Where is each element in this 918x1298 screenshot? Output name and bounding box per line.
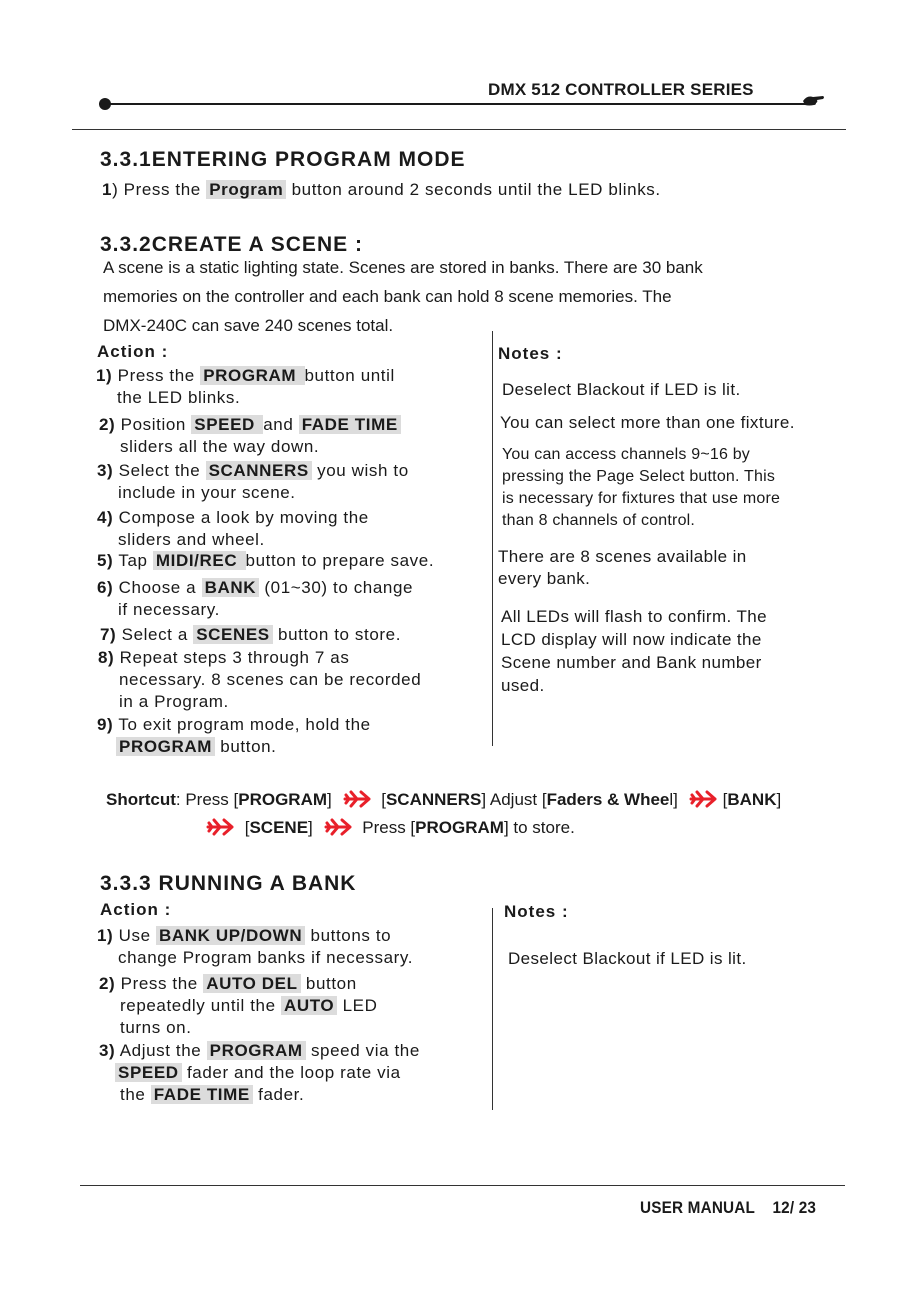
note-line: every bank. <box>498 569 591 588</box>
note-line: pressing the Page Select button. This <box>502 468 776 485</box>
red-arrow-icon <box>343 789 371 809</box>
step-text: Choose a <box>113 578 202 597</box>
action-label: Action : <box>100 900 172 919</box>
step-number: 2) <box>99 415 116 434</box>
bank-up-down-key: BANK UP/DOWN <box>156 926 305 945</box>
step-6 <box>97 577 413 621</box>
step-text: (01~30) to change <box>259 578 414 597</box>
step-text: fader. <box>252 1085 305 1104</box>
step-text: Select the <box>113 461 206 480</box>
red-arrow-icon <box>689 789 717 809</box>
step-text: To exit program mode, hold the <box>113 715 371 734</box>
shortcut-line-2 <box>200 814 575 841</box>
note-line: All LEDs will flash to confirm. The <box>501 607 767 626</box>
step-text: Position <box>115 415 192 434</box>
note-blackout: Deselect Blackout if LED is lit. <box>502 380 741 399</box>
step-text: change Program banks if necessary. <box>118 948 414 967</box>
step-text: Adjust the <box>115 1041 207 1060</box>
shortcut-key: Faders & Whee <box>546 790 670 809</box>
scanners-key: SCANNERS <box>206 461 312 480</box>
shortcut-key: BANK <box>727 790 777 809</box>
column-divider <box>492 331 493 746</box>
shortcut-key: PROGRAM <box>238 790 328 809</box>
step-text: Select a <box>116 625 194 644</box>
step-text: button to store. <box>272 625 402 644</box>
step-text: include in your scene. <box>118 483 296 502</box>
step-number: 1) <box>96 366 113 385</box>
step-text: the LED blinks. <box>117 388 241 407</box>
step-text: Repeat steps 3 through 7 as <box>114 648 350 667</box>
step-number: 7) <box>100 625 117 644</box>
bank-key: BANK <box>202 578 260 597</box>
shortcut-key: SCENE <box>249 818 309 837</box>
step-5 <box>97 550 434 572</box>
step-text: button until <box>304 366 395 385</box>
step-number: 5) <box>97 551 114 570</box>
step-number: 2) <box>99 974 116 993</box>
intro-line: A scene is a static lighting state. Scenes are stored in banks. There are 30 bank <box>103 258 703 277</box>
step-text: button around 2 seconds until the LED blinks. <box>286 180 661 199</box>
step-number: 1 <box>102 180 113 199</box>
note-line: used. <box>501 676 545 695</box>
step-1 <box>96 365 395 409</box>
step-text: speed via the <box>305 1041 420 1060</box>
note-line: is necessary for fixtures that use more <box>502 490 781 507</box>
note-line: Scene number and Bank number <box>501 653 762 672</box>
step-3 <box>97 460 409 504</box>
notes-label: Notes : <box>504 902 569 921</box>
step-text: you wish to <box>311 461 409 480</box>
sec332-intro <box>103 253 703 340</box>
step-text: fader and the loop rate via <box>181 1063 401 1082</box>
program-key: PROGRAM <box>200 366 304 385</box>
step-2 <box>99 414 401 458</box>
step-text: button to prepare save. <box>245 551 435 570</box>
note-line: than 8 channels of control. <box>502 512 696 529</box>
step-8 <box>98 647 421 713</box>
shortcut-text: ] <box>327 790 332 809</box>
program-key: PROGRAM <box>207 1041 306 1060</box>
step-text: the <box>120 1085 151 1104</box>
note-line: You can access channels 9~16 by <box>502 446 751 463</box>
midi-rec-key: MIDI/REC <box>153 551 246 570</box>
step-text: button <box>300 974 357 993</box>
note-multiple-fixtures: You can select more than one fixture. <box>500 413 795 432</box>
note-page-select <box>502 444 780 532</box>
header-title: DMX 512 CONTROLLER SERIES <box>488 80 754 99</box>
step-text: buttons to <box>305 926 392 945</box>
step-text: and <box>263 415 299 434</box>
note-leds-flash <box>501 605 767 697</box>
top-divider <box>72 129 846 130</box>
step-text: if necessary. <box>118 600 220 619</box>
shortcut-key: SCANNERS <box>385 790 482 809</box>
shortcut-text: : Press [ <box>175 790 239 809</box>
shortcut-text: ] Adjust [ <box>481 790 547 809</box>
run-step-1 <box>97 925 413 969</box>
run-step-2 <box>99 973 377 1039</box>
step-number: 3) <box>99 1041 116 1060</box>
step-text: button. <box>214 737 277 756</box>
step-number: 8) <box>98 648 115 667</box>
speed-key: SPEED <box>115 1063 182 1082</box>
fade-time-key: FADE TIME <box>299 415 401 434</box>
step-text: repeatedly until the <box>120 996 281 1015</box>
step-number: 3) <box>97 461 114 480</box>
step-number: 4) <box>97 508 114 527</box>
intro-line: memories on the controller and each bank can hold 8 scene memories. The <box>103 287 672 306</box>
shortcut-key: PROGRAM <box>415 818 504 837</box>
fade-time-key: FADE TIME <box>151 1085 253 1104</box>
bottom-divider <box>80 1185 845 1186</box>
step-text: in a Program. <box>119 692 229 711</box>
auto-key: AUTO <box>281 996 337 1015</box>
shortcut-text: ] <box>776 790 782 809</box>
sec331-step1 <box>102 175 661 204</box>
shortcut-text: [ <box>381 790 386 809</box>
column-divider <box>492 908 493 1110</box>
step-number: 9) <box>97 715 114 734</box>
shortcut-line-1 <box>106 786 781 813</box>
shortcut-text: [ <box>722 790 728 809</box>
section-heading-331: 3.3.1ENTERING PROGRAM MODE <box>100 148 466 171</box>
step-9 <box>97 714 371 758</box>
step-text: Use <box>113 926 157 945</box>
step-text: Compose a look by moving the <box>113 508 369 527</box>
note-scenes-available <box>498 546 747 590</box>
step-text: sliders all the way down. <box>120 437 320 456</box>
step-text: ) Press the <box>112 180 207 199</box>
step-4 <box>97 507 369 551</box>
note-line: LCD display will now indicate the <box>501 630 762 649</box>
note-line: There are 8 scenes available in <box>498 547 747 566</box>
section-heading-333: 3.3.3 RUNNING A BANK <box>100 872 357 895</box>
step-number: 1) <box>97 926 114 945</box>
header-rule <box>106 103 810 105</box>
step-text: sliders and wheel. <box>118 530 265 549</box>
step-text: Tap <box>113 551 153 570</box>
speed-key: SPEED <box>191 415 263 434</box>
auto-del-key: AUTO DEL <box>203 974 300 993</box>
step-text: LED <box>337 996 378 1015</box>
shortcut-text: ] to store. <box>503 818 575 837</box>
shortcut-text: l] <box>669 790 678 809</box>
step-number: 6) <box>97 578 114 597</box>
step-7 <box>100 624 401 646</box>
footer-page-info: USER MANUAL 12/ 23 <box>640 1198 817 1217</box>
shortcut-text: Press [ <box>362 818 416 837</box>
pointing-hand-icon <box>803 93 825 111</box>
program-key: PROGRAM <box>116 737 215 756</box>
shortcut-text: [ <box>244 818 250 837</box>
shortcut-label: Shortcut <box>106 790 176 809</box>
red-arrow-icon <box>206 817 234 837</box>
note-blackout: Deselect Blackout if LED is lit. <box>508 949 747 968</box>
step-text: Press the <box>112 366 201 385</box>
section-heading-332: 3.3.2CREATE A SCENE : <box>100 233 363 256</box>
step-text: turns on. <box>120 1018 192 1037</box>
action-label: Action : <box>97 342 169 361</box>
run-step-3 <box>99 1040 420 1106</box>
step-text: Press the <box>115 974 204 993</box>
step-text: necessary. 8 scenes can be recorded <box>119 670 422 689</box>
shortcut-text: ] <box>308 818 313 837</box>
red-arrow-icon <box>324 817 352 837</box>
program-key: Program <box>206 180 286 199</box>
notes-label: Notes : <box>498 344 563 363</box>
intro-line: DMX-240C can save 240 scenes total. <box>103 316 394 335</box>
scenes-key: SCENES <box>193 625 273 644</box>
